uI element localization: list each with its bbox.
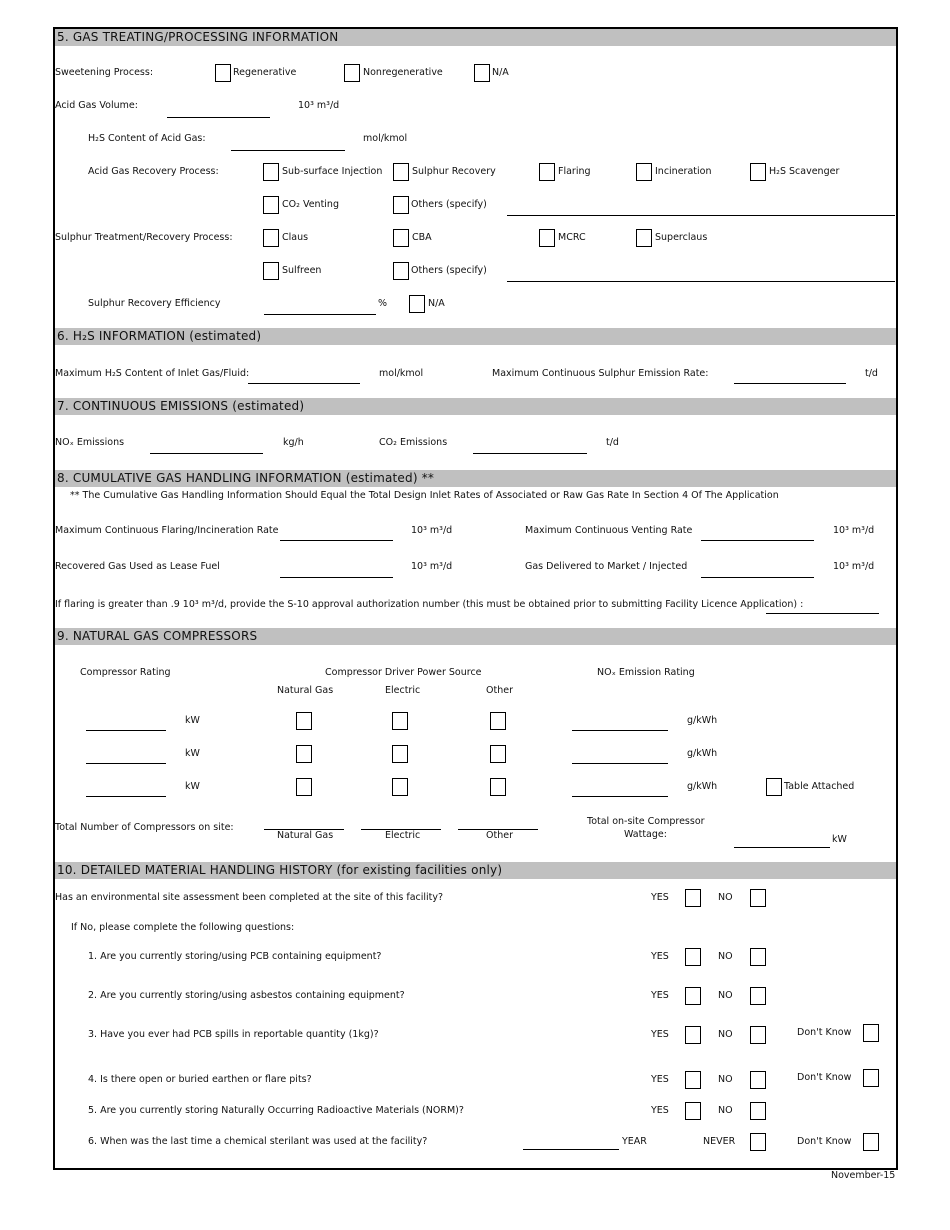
co2-venting-checkbox[interactable] — [263, 196, 279, 214]
q5-yes-checkbox[interactable] — [685, 1102, 701, 1120]
no-label: NO — [718, 1074, 733, 1085]
q2-yes-checkbox[interactable] — [685, 987, 701, 1005]
nox-rating-field[interactable] — [572, 730, 668, 731]
section-7-header: 7. CONTINUOUS EMISSIONS (estimated) — [55, 398, 896, 415]
agr-others-checkbox[interactable] — [393, 196, 409, 214]
sre-na-label: N/A — [428, 298, 445, 309]
no-label: NO — [718, 1105, 733, 1116]
question-3: 3. Have you ever had PCB spills in reportable quantity (1kg)? — [88, 1029, 379, 1040]
compressor-rating-header: Compressor Rating — [80, 667, 171, 678]
sulphur-recovery-efficiency-field[interactable] — [264, 314, 376, 315]
lease-fuel-field[interactable] — [280, 577, 393, 578]
max-sulphur-field[interactable] — [734, 383, 846, 384]
nox-rating-header: NOₓ Emission Rating — [597, 667, 695, 678]
mcrc-label: MCRC — [558, 232, 586, 243]
kw-unit: kW — [185, 748, 200, 759]
total-natural-gas-label: Natural Gas — [277, 830, 334, 841]
no-label: NO — [718, 990, 733, 1001]
q6-never-checkbox[interactable] — [750, 1133, 766, 1151]
driver-power-header: Compressor Driver Power Source — [325, 667, 482, 678]
electric-checkbox[interactable] — [392, 778, 408, 796]
nox-field[interactable] — [150, 453, 263, 454]
nox-unit: kg/h — [283, 437, 304, 448]
natural-gas-checkbox[interactable] — [296, 745, 312, 763]
no-label: NO — [718, 951, 733, 962]
flaring-rate-label: Maximum Continuous Flaring/Incineration Rate — [55, 525, 279, 536]
flaring-checkbox[interactable] — [539, 163, 555, 181]
nonregenerative-checkbox[interactable] — [344, 64, 360, 82]
flaring-rate-unit: 10³ m³/d — [411, 525, 453, 536]
cba-label: CBA — [412, 232, 432, 243]
kw-unit: kW — [185, 781, 200, 792]
s10-field[interactable] — [766, 613, 879, 614]
incineration-checkbox[interactable] — [636, 163, 652, 181]
yes-label: YES — [651, 1074, 669, 1085]
q2-no-checkbox[interactable] — [750, 987, 766, 1005]
sulphur_recovery-label: Sulphur Recovery — [412, 166, 496, 177]
q1-no-checkbox[interactable] — [750, 948, 766, 966]
sulphur-recovery-efficiency-label: Sulphur Recovery Efficiency — [88, 298, 221, 309]
market-field[interactable] — [701, 577, 814, 578]
claus-checkbox[interactable] — [263, 229, 279, 247]
yes-label: YES — [651, 1029, 669, 1040]
compressor-rating-field[interactable] — [86, 796, 166, 797]
no-label: NO — [718, 892, 733, 903]
st-others-checkbox[interactable] — [393, 262, 409, 280]
natural-gas-header: Natural Gas — [277, 685, 334, 696]
agr-others-field[interactable] — [507, 215, 895, 216]
venting-rate-field[interactable] — [701, 540, 814, 541]
total-wattage-unit: kW — [832, 834, 847, 845]
yes-label: YES — [651, 990, 669, 1001]
section-10-header: 10. DETAILED MATERIAL HANDLING HISTORY (for existing facilities only) — [55, 862, 896, 879]
total-electric-label: Electric — [385, 830, 421, 841]
question-1: 1. Are you currently storing/using PCB containing equipment? — [88, 951, 382, 962]
q3-yes-checkbox[interactable] — [685, 1026, 701, 1044]
claus-label: Claus — [282, 232, 309, 243]
nox-rating-field[interactable] — [572, 763, 668, 764]
market-label: Gas Delivered to Market / Injected — [525, 561, 688, 572]
sre-na-checkbox[interactable] — [409, 295, 425, 313]
dont-know-label: Don't Know — [797, 1072, 852, 1083]
co2-venting-label: CO₂ Venting — [282, 199, 339, 210]
other-header: Other — [486, 685, 513, 696]
st-others-label: Others (specify) — [411, 265, 487, 276]
electric-checkbox[interactable] — [392, 712, 408, 730]
venting-rate-unit: 10³ m³/d — [833, 525, 875, 536]
yes-label: YES — [651, 1105, 669, 1116]
h2s-content-field[interactable] — [231, 150, 345, 151]
sulphur_recovery-checkbox[interactable] — [393, 163, 409, 181]
superclaus-label: Superclaus — [655, 232, 708, 243]
dont-know-label: Don't Know — [797, 1027, 852, 1038]
table-attached-label: Table Attached — [784, 781, 855, 792]
total-other-label: Other — [486, 830, 513, 841]
nox-label: NOₓ Emissions — [55, 437, 125, 448]
compressor-rating-field[interactable] — [86, 763, 166, 764]
sterilant-year-field[interactable] — [523, 1149, 619, 1150]
nonregenerative-label: Nonregenerative — [363, 67, 443, 78]
acid-gas-recovery-label: Acid Gas Recovery Process: — [88, 166, 219, 177]
nox-rating-field[interactable] — [572, 796, 668, 797]
year-label: YEAR — [622, 1136, 647, 1147]
question-6: 6. When was the last time a chemical sterilant was used at the facility? — [88, 1136, 428, 1147]
max-sulphur-label: Maximum Continuous Sulphur Emission Rate: — [492, 368, 709, 379]
h2s_scavenger-checkbox[interactable] — [750, 163, 766, 181]
lease-fuel-label: Recovered Gas Used as Lease Fuel — [55, 561, 220, 572]
sweetening-label: Sweetening Process: — [55, 67, 154, 78]
q3-dont-know-checkbox[interactable] — [863, 1024, 879, 1042]
s10-label: If flaring is greater than .9 10³ m³/d, provide the S-10 approval authorization number (this must be obtained prior to submitting Facility Licence Application) : — [55, 599, 804, 610]
q6-dont-know-checkbox[interactable] — [863, 1133, 879, 1151]
h2s-content-unit: mol/kmol — [363, 133, 408, 144]
q3-no-checkbox[interactable] — [750, 1026, 766, 1044]
question-4: 4. Is there open or buried earthen or flare pits? — [88, 1074, 312, 1085]
lease-fuel-unit: 10³ m³/d — [411, 561, 453, 572]
subsurface-label: Sub-surface Injection — [282, 166, 383, 177]
compressor-rating-field[interactable] — [86, 730, 166, 731]
kw-unit: kW — [185, 715, 200, 726]
superclaus-checkbox[interactable] — [636, 229, 652, 247]
max-sulphur-unit: t/d — [865, 368, 878, 379]
percent-unit: % — [378, 298, 388, 309]
table-attached-checkbox[interactable] — [766, 778, 782, 796]
q0-no-checkbox[interactable] — [750, 889, 766, 907]
acid-gas-volume-field[interactable] — [167, 117, 270, 118]
sulfreen-checkbox[interactable] — [263, 262, 279, 280]
co2-field[interactable] — [473, 453, 587, 454]
sweetening-na-checkbox[interactable] — [474, 64, 490, 82]
acid-gas-volume-label: Acid Gas Volume: — [55, 100, 138, 111]
other-checkbox[interactable] — [490, 778, 506, 796]
total-wattage-field[interactable] — [734, 847, 830, 848]
mcrc-checkbox[interactable] — [539, 229, 555, 247]
section-5-header: 5. GAS TREATING/PROCESSING INFORMATION — [55, 29, 896, 46]
market-unit: 10³ m³/d — [833, 561, 875, 572]
co2-label: CO₂ Emissions — [379, 437, 448, 448]
q1-yes-checkbox[interactable] — [685, 948, 701, 966]
q0-yes-checkbox[interactable] — [685, 889, 701, 907]
h2s_scavenger-label: H₂S Scavenger — [769, 166, 840, 177]
subsurface-checkbox[interactable] — [263, 163, 279, 181]
cba-checkbox[interactable] — [393, 229, 409, 247]
total-wattage-label: Total on-site Compressor — [587, 816, 705, 827]
section-6-header: 6. H₂S INFORMATION (estimated) — [55, 328, 896, 345]
regenerative-checkbox[interactable] — [215, 64, 231, 82]
gkwh-unit: g/kWh — [687, 715, 718, 726]
max-h2s-field[interactable] — [248, 383, 360, 384]
other-checkbox[interactable] — [490, 745, 506, 763]
section-9-header: 9. NATURAL GAS COMPRESSORS — [55, 628, 896, 645]
q4-dont-know-checkbox[interactable] — [863, 1069, 879, 1087]
q4-yes-checkbox[interactable] — [685, 1071, 701, 1089]
electric-header: Electric — [385, 685, 421, 696]
cumulative-note: ** The Cumulative Gas Handling Information Should Equal the Total Design Inlet Rates of Associated or Raw Gas Rate In Section 4 Of The Application — [70, 490, 779, 501]
venting-rate-label: Maximum Continuous Venting Rate — [525, 525, 693, 536]
gkwh-unit: g/kWh — [687, 748, 718, 759]
sulfreen-label: Sulfreen — [282, 265, 322, 276]
flaring-label: Flaring — [558, 166, 591, 177]
q5-no-checkbox[interactable] — [750, 1102, 766, 1120]
st-others-field[interactable] — [507, 281, 895, 282]
total-wattage-label-2: Wattage: — [624, 829, 667, 840]
h2s-content-label: H₂S Content of Acid Gas: — [88, 133, 206, 144]
agr-others-label: Others (specify) — [411, 199, 487, 210]
section-8-header: 8. CUMULATIVE GAS HANDLING INFORMATION (estimated) ** — [55, 470, 896, 487]
co2-unit: t/d — [606, 437, 619, 448]
yes-label: YES — [651, 951, 669, 962]
regenerative-label: Regenerative — [233, 67, 297, 78]
question-5: 5. Are you currently storing Naturally Occurring Radioactive Materials (NORM)? — [88, 1105, 464, 1116]
acid-gas-volume-unit: 10³ m³/d — [298, 100, 340, 111]
question-0: Has an environmental site assessment been completed at the site of this facility? — [55, 892, 444, 903]
if-no-instruction: If No, please complete the following questions: — [71, 922, 295, 933]
natural-gas-checkbox[interactable] — [296, 712, 312, 730]
footer-date: November-15 — [831, 1170, 896, 1181]
total-number-label: Total Number of Compressors on site: — [55, 822, 234, 833]
natural-gas-checkbox[interactable] — [296, 778, 312, 796]
electric-checkbox[interactable] — [392, 745, 408, 763]
sweetening-na-label: N/A — [492, 67, 509, 78]
flaring-rate-field[interactable] — [280, 540, 393, 541]
gkwh-unit: g/kWh — [687, 781, 718, 792]
sulphur-treatment-label: Sulphur Treatment/Recovery Process: — [55, 232, 233, 243]
q4-no-checkbox[interactable] — [750, 1071, 766, 1089]
question-2: 2. Are you currently storing/using asbestos containing equipment? — [88, 990, 405, 1001]
other-checkbox[interactable] — [490, 712, 506, 730]
no-label: NO — [718, 1029, 733, 1040]
never-label: NEVER — [703, 1136, 736, 1147]
yes-label: YES — [651, 892, 669, 903]
dont-know-label: Don't Know — [797, 1136, 852, 1147]
incineration-label: Incineration — [655, 166, 712, 177]
max-h2s-unit: mol/kmol — [379, 368, 424, 379]
max-h2s-label: Maximum H₂S Content of Inlet Gas/Fluid: — [55, 368, 250, 379]
